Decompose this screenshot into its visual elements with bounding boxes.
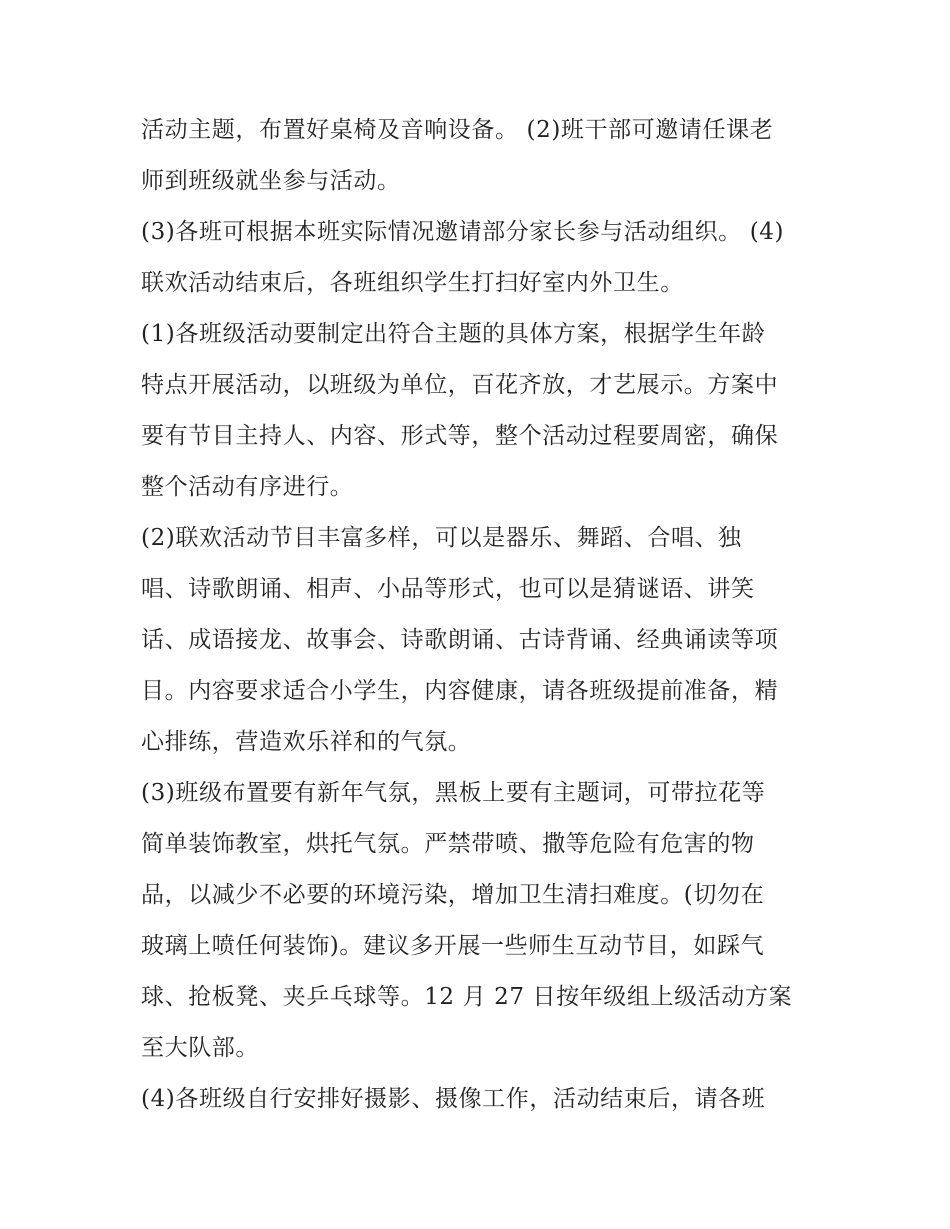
text-line: 要有节目主持人、内容、形式等，整个活动过程要周密，确保 (141, 423, 779, 449)
text-line: 球、抢板凳、夹乒乓球等。12 月 27 日按年级组上级活动方案 (141, 984, 793, 1010)
text-line: 联欢活动结束后，各班组织学生打扫好室内外卫生。 (141, 270, 684, 296)
text-line: (3)各班可根据本班实际情况邀请部分家长参与活动组织。 (4) (141, 219, 785, 245)
text-line: 唱、诗歌朗诵、相声、小品等形式，也可以是猜谜语、讲笑 (141, 576, 755, 602)
text-line: 特点开展活动，以班级为单位，百花齐放，才艺展示。方案中 (141, 372, 779, 398)
text-line: 玻璃上喷任何装饰)。建议多开展一些师生互动节目，如踩气 (141, 933, 765, 959)
text-line: 目。内容要求适合小学生，内容健康，请各班级提前准备，精 (141, 678, 779, 704)
text-line: 简单装饰教室，烘托气氛。严禁带喷、撒等危险有危害的物 (141, 831, 755, 857)
text-line: (3)班级布置要有新年气氛，黑板上要有主题词，可带拉花等 (141, 780, 766, 806)
text-line: 整个活动有序进行。 (141, 474, 354, 500)
text-line: (4)各班级自行安排好摄影、摄像工作，活动结束后，请各班 (141, 1086, 766, 1112)
text-line: 至大队部。 (141, 1035, 259, 1061)
document-body (141, 111, 821, 1131)
text-line: (1)各班级活动要制定出符合主题的具体方案，根据学生年龄 (141, 321, 766, 347)
text-line: 话、成语接龙、故事会、诗歌朗诵、古诗背诵、经典诵读等项 (141, 627, 779, 653)
text-line: 品，以减少不必要的环境污染，增加卫生清扫难度。(切勿在 (141, 882, 765, 908)
text-line: 师到班级就坐参与活动。 (141, 168, 401, 194)
text-line: 活动主题，布置好桌椅及音响设备。 (2)班干部可邀请任课老 (141, 117, 774, 143)
text-line: 心排练，营造欢乐祥和的气氛。 (141, 729, 472, 755)
text-line: (2)联欢活动节目丰富多样，可以是器乐、舞蹈、合唱、独 (141, 525, 742, 551)
